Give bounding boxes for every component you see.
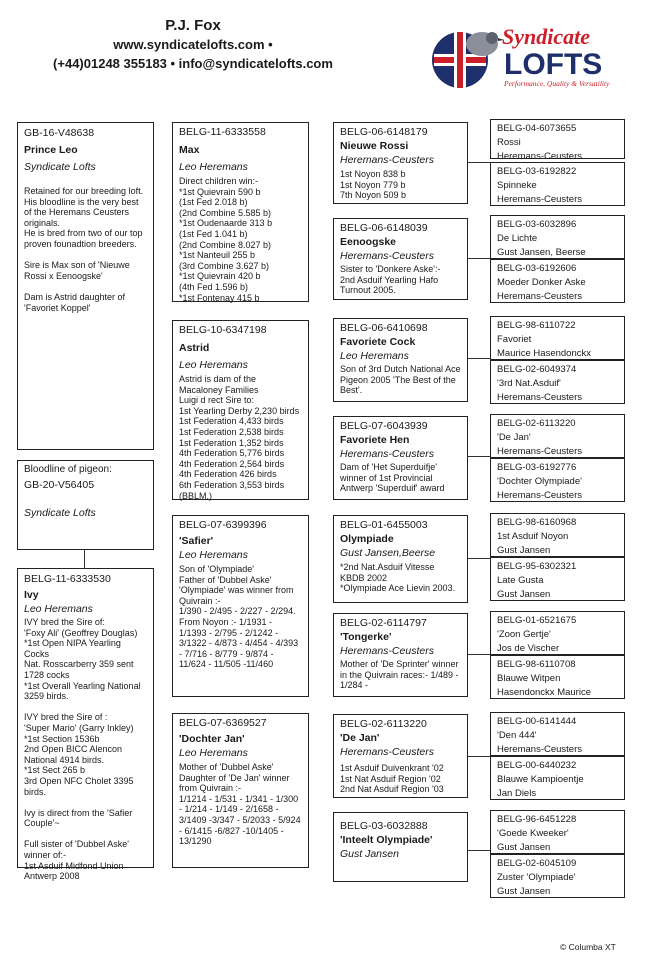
pigeon-name: 'Tongerke' — [340, 631, 392, 643]
pigeon-notes: Son of 3rd Dutch National Ace Pigeon 2005 'The Best of the Best'. — [340, 364, 461, 396]
breeder-name: Gust Jansen — [340, 848, 399, 860]
logo-tagline: Performance, Quality & Versatility — [504, 79, 610, 88]
connector-line — [468, 358, 490, 359]
gen3-card-goede-kweeker[interactable] — [490, 810, 625, 854]
pigeon-notes: Dam of 'Het Superduifje' winner of 1st Provincial Antwerp 'Superduif' award — [340, 462, 445, 494]
gen3-card-rossi[interactable] — [490, 119, 625, 162]
breeder-name: Leo Heremans — [179, 549, 248, 561]
ring-number: BELG-00-6440232 — [497, 760, 577, 771]
pigeon-name: Spinneke — [497, 180, 537, 191]
pigeon-name: 'Dochter Jan' — [179, 733, 245, 745]
bloodline-label: Bloodline of pigeon: — [24, 464, 112, 475]
gen3-card-de-lichte[interactable] — [490, 215, 625, 259]
contact-line[interactable]: (+44)01248 355183 • info@syndicatelofts.com — [53, 56, 333, 71]
ring-number: BELG-01-6455003 — [340, 519, 428, 531]
ring-number: BELG-95-6302321 — [497, 561, 577, 572]
breeder-name: Gust Jansen — [497, 842, 551, 853]
breeder-name: Heremans-Ceusters — [497, 490, 582, 501]
ring-number: BELG-11-6333558 — [179, 126, 266, 138]
syndicate-lofts-logo — [428, 14, 650, 92]
ring-number: BELG-06-6148179 — [340, 126, 428, 138]
connector-line — [468, 558, 490, 559]
connector-line — [468, 756, 490, 757]
ring-number: GB-16-V48638 — [24, 127, 95, 139]
pigeon-name: Late Gusta — [497, 575, 544, 586]
ring-number: BELG-96-6451228 — [497, 814, 577, 825]
bloodline-ring: GB-20-V56405 — [24, 479, 95, 491]
breeder-name: Heremans-Ceusters — [497, 151, 582, 162]
ring-number: BELG-04-6073655 — [497, 123, 577, 134]
breeder-name: Jos de Vischer — [497, 643, 560, 654]
gen3-card-de-jan[interactable] — [490, 414, 625, 458]
subject-pigeon-card[interactable] — [17, 122, 154, 450]
ring-number: BELG-11-6333530 — [24, 573, 111, 585]
pigeon-notes: IVY bred the Sire of: 'Foxy Ali' (Geoffrey Douglas) *1st Open NIPA Yearling Cocks Nat. Rosscarberry 359 sent 1728 cocks *1st Overall Yearling National 3259 birds. IVY bred the Sire of : 'Super Mario' (Garry Inkley) *1st Section 1536b 2nd Open BICC Alencon National 4914 birds. *1st Sect 265 b 3rd Open NFC Cholet 3395 birds. Ivy is direct from the 'Safier Couple'~ Full sister of 'Dubbel Aske' winner of:- 1st Asduif Midfond Union Antwerp 2008 — [24, 617, 141, 882]
pigeon-name: De Lichte — [497, 233, 538, 244]
breeder-name: Jan Diels — [497, 788, 537, 799]
pigeon-name: 1st Asduif Noyon — [497, 531, 569, 542]
gen3-card-blauwe-kampioentje[interactable] — [490, 756, 625, 800]
pigeon-name: 'Safier' — [179, 535, 214, 547]
gen1-card-astrid[interactable] — [172, 320, 309, 500]
breeder-name: Gust Jansen — [497, 886, 551, 897]
dam-card-ivy[interactable] — [17, 568, 154, 882]
pigeon-notes: Direct children win:- *1st Quievrain 590 b (1st Fed 2.018 b) (2nd Combine 5.585 b) *1st Oudenaarde 313 b (1st Fed 1.041 b) (2nd Combine 8.027 b) *1st Nanteuil 255 b (3rd Combine 3.627 b) *1st Quievrain 420 b (4th Fed 1.596 b) *1st Fontenay 415 b — [179, 176, 273, 303]
breeder-name: Heremans-Ceusters — [497, 446, 582, 457]
breeder-name: Syndicate Lofts — [24, 161, 96, 173]
gen2-card-eenoogske[interactable] — [333, 218, 468, 300]
software-credit: © Columba XT — [560, 942, 616, 952]
pigeon-name: Eenoogske — [340, 236, 397, 248]
pigeon-name: Zuster 'Olympiade' — [497, 872, 576, 883]
breeder-name: Leo Heremans — [179, 747, 248, 759]
ring-number: BELG-02-6114797 — [340, 617, 427, 629]
breeder-name: Heremans-Ceusters — [497, 744, 582, 755]
pigeon-name: 'Zoon Gertje' — [497, 629, 551, 640]
ring-number: BELG-02-6113220 — [340, 718, 427, 730]
pigeon-name: Favoriete Cock — [340, 336, 416, 348]
gen3-card-blauwe-witpen[interactable] — [490, 655, 625, 699]
gen3-card-dochter-olympiade[interactable] — [490, 458, 625, 502]
breeder-name: Heremans-Ceusters — [497, 291, 582, 302]
breeder-name: Heremans-Ceusters — [340, 154, 434, 166]
breeder-name: Leo Heremans — [340, 350, 409, 362]
website-link[interactable]: www.syndicatelofts.com • — [113, 37, 273, 52]
pigeon-notes: Astrid is dam of the Macaloney Families Luigi d rect Sire to: 1st Yearling Derby 2,230 birds 1st Federation 4,433 birds 1st Federation 2,538 birds 1st Federation 1,352 birds 4th Federation 5,776 birds 4th Federation 2,564 birds 4th Federation 426 birds 6th Federation 3,553 birds (BBLM.) — [179, 374, 300, 501]
pigeon-notes: Sister to 'Donkere Aske':- 2nd Asduif Yearling Hafo Turnout 2005. — [340, 264, 441, 296]
connector-line — [84, 550, 85, 568]
ring-number: BELG-02-6113220 — [497, 418, 576, 429]
pigeon-name: '3rd Nat.Asduif' — [497, 378, 561, 389]
breeder-name: Leo Heremans — [179, 359, 248, 371]
ring-number: BELG-01-6521675 — [497, 615, 577, 626]
gen2-card-favoriete-cock[interactable] — [333, 318, 468, 402]
ring-number: BELG-03-6192776 — [497, 462, 577, 473]
gen2-card-olympiade[interactable] — [333, 515, 468, 603]
ring-number: BELG-02-6049374 — [497, 364, 577, 375]
pigeon-name: Blauwe Kampioentje — [497, 774, 584, 785]
pigeon-name: 'Den 444' — [497, 730, 537, 741]
ring-number: BELG-03-6032896 — [497, 219, 577, 230]
gen3-card-1st-asduif-noyon[interactable] — [490, 513, 625, 557]
breeder-name: Gust Jansen,Beerse — [340, 547, 436, 559]
pigeon-name: Rossi — [497, 137, 521, 148]
breeder-name: Gust Jansen — [497, 589, 551, 600]
connector-line — [468, 654, 490, 655]
ring-number: BELG-98-6160968 — [497, 517, 577, 528]
logo-graphic — [428, 14, 650, 92]
breeder-name: Gust Jansen, Beerse — [497, 247, 586, 258]
bloodline-card[interactable] — [17, 460, 154, 550]
pigeon-name: 'Goede Kweeker' — [497, 828, 569, 839]
gen3-card-late-gusta[interactable] — [490, 557, 625, 601]
breeder-name: Maurice Hasendonckx — [497, 348, 591, 359]
breeder-name: Hasendonckx Maurice — [497, 687, 591, 698]
pigeon-notes: Mother of 'De Sprinter' winner in the Quivrain races:- 1/489 - 1/284 - — [340, 659, 459, 691]
logo-word-lofts: LOFTS — [504, 48, 603, 81]
gen1-card-dochter-jan[interactable] — [172, 713, 309, 868]
pigeon-notes: Mother of 'Dubbel Aske' Daughter of 'De Jan' winner from Quivrain :- 1/1214 - 1/531 - 1/341 - 1/300 - 1/214 - 1/149 - 2/1658 - 3/1409 -3/347 - 5/2033 - 5/924 - 6/1415 -6/827 -10/1405 - 13/1290 — [179, 762, 301, 847]
ring-number: BELG-10-6347198 — [179, 324, 267, 336]
gen3-card-spinneke[interactable] — [490, 162, 625, 206]
gen3-card-zuster-olympiade[interactable] — [490, 854, 625, 898]
ring-number: BELG-03-6192822 — [497, 166, 577, 177]
breeder-name: Gust Jansen — [497, 545, 551, 556]
gen3-card-moeder-donker-aske[interactable] — [490, 259, 625, 303]
breeder-name: Heremans-Ceusters — [340, 645, 434, 657]
pigeon-name: 'De Jan' — [497, 432, 531, 443]
pigeon-name: Astrid — [179, 342, 210, 354]
ring-number: BELG-98-6110708 — [497, 659, 576, 670]
pigeon-name: Favoriet — [497, 334, 532, 345]
ring-number: BELG-06-6148039 — [340, 222, 428, 234]
gen1-card-safier[interactable] — [172, 515, 309, 697]
ring-number: BELG-02-6045109 — [497, 858, 577, 869]
gen2-card-favoriete-hen[interactable] — [333, 416, 468, 500]
pigeon-name: 'Dochter Olympiade' — [497, 476, 582, 487]
pigeon-name: Favoriete Hen — [340, 434, 410, 446]
gen2-card-de-jan[interactable] — [333, 714, 468, 798]
connector-line — [468, 850, 490, 851]
bloodline-breeder: Syndicate Lofts — [24, 507, 96, 519]
ring-number: BELG-07-6369527 — [179, 717, 267, 729]
connector-line — [468, 456, 490, 457]
breeder-name: Heremans-Ceusters — [340, 250, 434, 262]
breeder-name: Leo Heremans — [179, 161, 248, 173]
gen3-card-favoriet[interactable] — [490, 316, 625, 360]
pigeon-name: Moeder Donker Aske — [497, 277, 586, 288]
logo-word-syndicate: Syndicate — [502, 24, 590, 49]
gen3-card-3rd-nat-asduif[interactable] — [490, 360, 625, 404]
pigeon-name: 'De Jan' — [340, 732, 380, 744]
pigeon-name: Blauwe Witpen — [497, 673, 561, 684]
ring-number: BELG-03-6032888 — [340, 820, 428, 832]
ring-number: BELG-07-6399396 — [179, 519, 267, 531]
connector-line — [468, 258, 490, 259]
gen1-card-max[interactable] — [172, 122, 309, 302]
breeder-name: Leo Heremans — [24, 603, 93, 615]
owner-name: P.J. Fox — [165, 17, 221, 34]
pigeon-notes: *2nd Nat.Asduif Vitesse KBDB 2002 *Olympiade Ace Lievin 2003. — [340, 562, 456, 594]
pigeon-notes: Son of 'Olympiade' Father of 'Dubbel Aske' 'Olympiade' was winner from Quivrain :- 1/390 - 2/495 - 2/227 - 2/294. From Noyon :- 1/1931 - 1/1393 - 2/795 - 2/1242 - 3/1322 - 4/873 - 4/454 - 4/393 - 7/716 - 8/779 - 9/874 - 11/624 - 11/505 -11/460 — [179, 564, 299, 670]
pigeon-name: Ivy — [24, 589, 39, 601]
connector-line — [468, 162, 490, 163]
gen2-card-nieuwe-rossi[interactable] — [333, 122, 468, 204]
pigeon-name: 'Inteelt Olympiade' — [340, 834, 433, 846]
pigeon-name: Nieuwe Rossi — [340, 140, 409, 152]
breeder-name: Heremans-Ceusters — [497, 194, 582, 205]
pigeon-notes: 1st Noyon 838 b 1st Noyon 779 b 7th Noyon 509 b — [340, 169, 407, 201]
ring-number: BELG-07-6043939 — [340, 420, 428, 432]
gen2-card-tongerke[interactable] — [333, 613, 468, 697]
ring-number: BELG-00-6141444 — [497, 716, 577, 727]
pigeon-name: Prince Leo — [24, 144, 78, 156]
ring-number: BELG-98-6110722 — [497, 320, 576, 331]
pigeon-name: Olympiade — [340, 533, 394, 545]
ring-number: BELG-06-6410698 — [340, 322, 428, 334]
breeder-name: Heremans-Ceusters — [497, 392, 582, 403]
breeder-name: Heremans-Ceusters — [340, 448, 434, 460]
breeder-name: Heremans-Ceusters — [340, 746, 434, 758]
gen2-card-inteelt-olympiade[interactable] — [333, 812, 468, 882]
contact-header — [28, 16, 358, 73]
gen3-card-den-444[interactable] — [490, 712, 625, 756]
pigeon-notes: Retained for our breeding loft. His bloodline is the very best of the Heremans Ceusters originals. He is bred from two of our top proven founadtion breeders. Sire is Max son of 'Nieuwe Rossi x Eenoogske' Dam is Astrid daughter of 'Favoriet Koppel' — [24, 186, 144, 313]
pigeon-name: Max — [179, 144, 200, 156]
pigeon-notes: 1st Asduif Duivenkrant '02 1st Nat Asduif Region '02 2nd Nat Asduif Region '03 — [340, 763, 444, 795]
ring-number: BELG-03-6192606 — [497, 263, 577, 274]
gen3-card-zoon-gertje[interactable] — [490, 611, 625, 655]
